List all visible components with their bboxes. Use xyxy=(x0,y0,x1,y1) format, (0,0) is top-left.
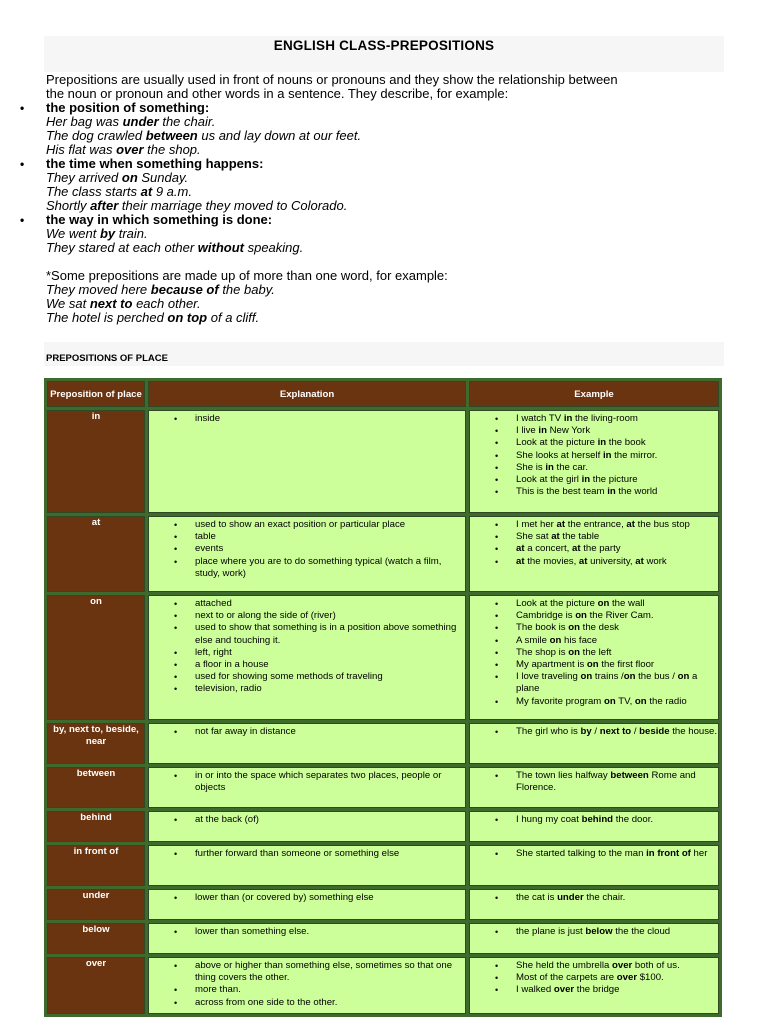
preposition-highlight: in xyxy=(538,425,547,437)
preposition-highlight: in xyxy=(607,486,616,498)
preposition-cell: over xyxy=(47,957,145,1014)
explanation-item: • a floor in a house xyxy=(195,659,465,671)
intro-example: We went by train. xyxy=(46,226,148,241)
preposition-highlight: behind xyxy=(581,814,614,825)
explanation-item: • left, right xyxy=(195,647,465,659)
table-row xyxy=(47,723,719,764)
table-row xyxy=(47,923,719,954)
example-cell xyxy=(469,767,719,808)
explanation-list xyxy=(149,598,465,696)
preposition-highlight: on xyxy=(634,695,647,707)
example-item: • This is the best team in the world xyxy=(516,486,718,498)
example-item: • My apartment is on the first floor xyxy=(516,659,718,671)
preposition-cell: behind xyxy=(47,811,145,842)
explanation-cell xyxy=(148,957,466,1014)
explanation-item: • television, radio xyxy=(195,683,465,695)
explanation-list xyxy=(149,926,465,938)
example-cell xyxy=(469,723,719,764)
example-cell xyxy=(469,845,719,886)
preposition-highlight: on xyxy=(549,634,562,646)
preposition-highlight: at xyxy=(635,555,644,567)
preposition-highlight: on xyxy=(597,598,610,609)
preposition-highlight: below xyxy=(585,926,613,937)
explanation-item: • above or higher than something else, sometimes so that one thing covers the other. xyxy=(195,960,465,984)
explanation-item: • lower than (or covered by) something else xyxy=(195,892,465,904)
preposition-highlight: over xyxy=(553,984,575,996)
explanation-cell xyxy=(148,516,466,592)
example-item: • Most of the carpets are over $100. xyxy=(516,972,718,984)
example-list xyxy=(470,413,718,498)
explanation-cell xyxy=(148,889,466,920)
intro-group-heading: • the way in which something is done: xyxy=(46,213,726,227)
example-item: • The book is on the desk xyxy=(516,622,718,634)
example-list xyxy=(470,519,718,568)
intro-example: His flat was over the shop. xyxy=(46,142,201,157)
explanation-item: • more than. xyxy=(195,984,465,996)
explanation-item: • events xyxy=(195,543,465,555)
intro-group-heading: • the time when something happens: xyxy=(46,157,726,171)
note-examples xyxy=(46,283,726,325)
preposition-cell: in xyxy=(47,410,145,513)
intro-line-2: the noun or pronoun and other words in a sentence. They describe, for example: xyxy=(46,86,509,101)
example-cell xyxy=(469,957,719,1014)
page-title: ENGLISH CLASS-PREPOSITIONS xyxy=(273,38,495,53)
explanation-cell xyxy=(148,845,466,886)
explanation-cell xyxy=(148,811,466,842)
explanation-cell xyxy=(148,595,466,720)
example-item: • the cat is under the chair. xyxy=(516,892,718,904)
intro-note: *Some prepositions are made up of more than one word, for example: xyxy=(46,268,448,283)
preposition-highlight: in xyxy=(545,461,554,473)
explanation-list xyxy=(149,892,465,904)
example-list xyxy=(470,726,718,738)
example-cell xyxy=(469,811,719,842)
preposition-cell: on xyxy=(47,595,145,720)
prepositions-table xyxy=(44,378,722,1017)
explanation-item: • used to show that something is in a position above something else and touching it. xyxy=(195,622,465,646)
intro xyxy=(46,73,726,325)
preposition-highlight: under xyxy=(557,892,584,903)
explanation-item: • place where you are to do something typical (watch a film, study, work) xyxy=(195,556,465,580)
preposition-highlight: in front of xyxy=(646,848,691,859)
intro-groups xyxy=(46,101,726,255)
explanation-list xyxy=(149,413,465,425)
example-cell xyxy=(469,410,719,513)
explanation-list xyxy=(149,519,465,580)
preposition-highlight: on xyxy=(623,671,636,683)
preposition-highlight: by xyxy=(580,726,592,737)
preposition-cell: by, next to, beside, near xyxy=(47,723,145,764)
table-row xyxy=(47,811,719,842)
preposition-highlight: at xyxy=(578,555,588,567)
explanation-cell xyxy=(148,410,466,513)
explanation-list xyxy=(149,814,465,826)
table-header-row xyxy=(47,381,719,407)
explanation-cell xyxy=(148,923,466,954)
preposition-highlight: at xyxy=(556,519,566,530)
explanation-item: • used for showing some methods of traveling xyxy=(195,671,465,683)
example-item: • A smile on his face xyxy=(516,635,718,647)
table-row xyxy=(47,516,719,592)
table-row xyxy=(47,410,719,513)
explanation-item: • next to or along the side of (river) xyxy=(195,610,465,622)
header-explanation: Explanation xyxy=(148,381,466,407)
example-item: • Look at the girl in the picture xyxy=(516,474,718,486)
example-item: • The town lies halfway between Rome and Florence. xyxy=(516,770,718,794)
preposition-highlight: on xyxy=(586,659,599,671)
preposition-cell: under xyxy=(47,889,145,920)
explanation-cell xyxy=(148,767,466,808)
explanation-item: • at the back (of) xyxy=(195,814,465,826)
preposition-highlight: between xyxy=(145,128,198,143)
preposition-highlight: between xyxy=(610,770,649,781)
preposition-highlight: at xyxy=(140,184,153,199)
preposition-cell: between xyxy=(47,767,145,808)
explanation-list xyxy=(149,726,465,738)
preposition-cell: at xyxy=(47,516,145,592)
explanation-item: • further forward than someone or something else xyxy=(195,848,465,860)
example-list xyxy=(470,770,718,794)
intro-example: They arrived on Sunday. xyxy=(46,170,189,185)
preposition-highlight: over xyxy=(616,972,638,984)
example-cell xyxy=(469,516,719,592)
preposition-highlight: at xyxy=(516,555,525,567)
table-row xyxy=(47,889,719,920)
intro-example: The dog crawled between us and lay down at our feet. xyxy=(46,128,362,143)
example-item: • The shop is on the left xyxy=(516,647,718,659)
note-example: The hotel is perched on top of a cliff. xyxy=(46,310,260,325)
spacer xyxy=(46,255,726,269)
example-cell xyxy=(469,889,719,920)
preposition-highlight: on top xyxy=(167,310,208,325)
preposition-highlight: on xyxy=(580,671,593,683)
preposition-highlight: on xyxy=(575,610,587,622)
intro-line-1: Prepositions are usually used in front of nouns or pronouns and they show the relationship between xyxy=(46,72,618,87)
example-item: • I walked over the bridge xyxy=(516,984,718,996)
example-item: • Cambridge is on the River Cam. xyxy=(516,610,718,622)
example-list xyxy=(470,848,718,860)
preposition-highlight: at xyxy=(516,543,525,555)
example-item: • Look at the picture on the wall xyxy=(516,598,718,610)
preposition-highlight: over xyxy=(612,960,633,971)
explanation-list xyxy=(149,848,465,860)
preposition-highlight: on xyxy=(603,695,616,707)
example-item: • I live in New York xyxy=(516,425,718,437)
example-list xyxy=(470,926,718,938)
example-list xyxy=(470,960,718,997)
example-item: • She is in the car. xyxy=(516,462,718,474)
table-row xyxy=(47,595,719,720)
example-item: • She sat at the table xyxy=(516,531,718,543)
preposition-highlight: on xyxy=(568,646,580,658)
preposition-highlight: next to xyxy=(599,726,632,737)
example-item: • I watch TV in the living-room xyxy=(516,413,718,425)
example-cell xyxy=(469,923,719,954)
header-preposition: Preposition of place xyxy=(47,381,145,407)
explanation-item: • not far away in distance xyxy=(195,726,465,738)
preposition-highlight: by xyxy=(99,226,116,241)
table-body xyxy=(47,410,719,1014)
explanation-list xyxy=(149,770,465,794)
preposition-cell: in front of xyxy=(47,845,145,886)
preposition-highlight: in xyxy=(581,474,591,486)
explanation-item: • attached xyxy=(195,598,465,610)
example-item: • She looks at herself in the mirror. xyxy=(516,450,718,462)
note-example: They moved here because of the baby. xyxy=(46,282,275,297)
example-item: • I love traveling on trains /on the bus / on a plane xyxy=(516,671,718,695)
preposition-highlight: because of xyxy=(150,282,219,297)
example-list xyxy=(470,892,718,904)
explanation-item: • lower than something else. xyxy=(195,926,465,938)
explanation-item: • across from one side to the other. xyxy=(195,997,465,1009)
example-item: • The girl who is by / next to / beside the house. xyxy=(516,726,718,738)
example-list xyxy=(470,814,718,826)
explanation-item: • inside xyxy=(195,413,465,425)
explanation-item: • table xyxy=(195,531,465,543)
preposition-highlight: at xyxy=(572,543,581,555)
preposition-highlight: in xyxy=(563,413,573,424)
example-item: • at a concert, at the party xyxy=(516,543,718,555)
preposition-highlight: on xyxy=(677,671,690,683)
table-row xyxy=(47,957,719,1014)
preposition-highlight: without xyxy=(197,240,244,255)
header-example: Example xyxy=(469,381,719,407)
example-item: • at the movies, at university, at work xyxy=(516,556,718,568)
intro-example: Shortly after their marriage they moved to Colorado. xyxy=(46,198,348,213)
example-item: • I hung my coat behind the door. xyxy=(516,814,718,826)
preposition-highlight: under xyxy=(122,114,159,129)
table-row xyxy=(47,767,719,808)
example-item: • My favorite program on TV, on the radio xyxy=(516,696,718,708)
preposition-highlight: in xyxy=(602,449,612,461)
preposition-highlight: on xyxy=(121,170,138,185)
preposition-cell: below xyxy=(47,923,145,954)
preposition-highlight: over xyxy=(116,142,144,157)
example-item: • She started talking to the man in front of her xyxy=(516,848,718,860)
preposition-highlight: beside xyxy=(639,726,670,737)
example-item: • Look at the picture in the book xyxy=(516,437,718,449)
table-row xyxy=(47,845,719,886)
preposition-highlight: on xyxy=(568,622,580,634)
example-list xyxy=(470,598,718,708)
preposition-highlight: next to xyxy=(89,296,133,311)
intro-example: They stared at each other without speaking. xyxy=(46,240,304,255)
example-item: • I met her at the entrance, at the bus stop xyxy=(516,519,718,531)
explanation-item: • in or into the space which separates two places, people or objects xyxy=(195,770,465,794)
preposition-highlight: at xyxy=(626,519,635,530)
intro-example: Her bag was under the chair. xyxy=(46,114,216,129)
note-example: We sat next to each other. xyxy=(46,296,201,311)
explanation-list xyxy=(149,960,465,1009)
preposition-highlight: in xyxy=(597,437,607,449)
preposition-highlight: after xyxy=(90,198,119,213)
section-title: PREPOSITIONS OF PLACE xyxy=(46,353,168,364)
intro-example: The class starts at 9 a.m. xyxy=(46,184,192,199)
example-item: • She held the umbrella over both of us. xyxy=(516,960,718,972)
example-cell xyxy=(469,595,719,720)
preposition-highlight: at xyxy=(551,531,560,543)
explanation-cell xyxy=(148,723,466,764)
example-item: • the plane is just below the the cloud xyxy=(516,926,718,938)
explanation-item: • used to show an exact position or particular place xyxy=(195,519,465,531)
intro-group-heading: • the position of something: xyxy=(46,101,726,115)
